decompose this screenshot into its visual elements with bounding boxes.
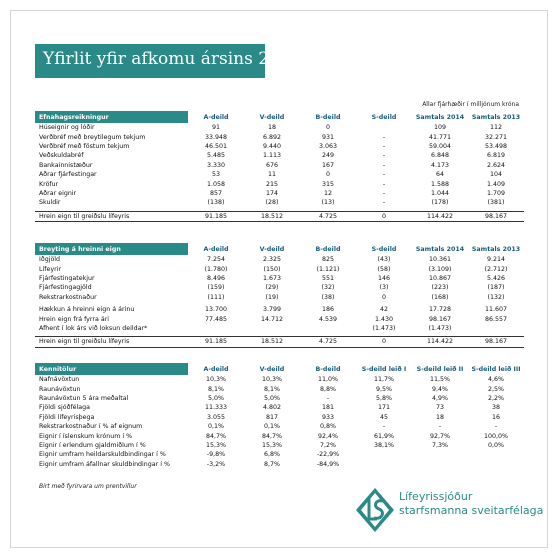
table-row	[35, 274, 524, 283]
cell-value: 8,7%	[264, 460, 280, 468]
cell-value: 91.185	[188, 337, 244, 347]
cell-value: 73	[435, 404, 444, 412]
cell-value: 5,0%	[264, 394, 280, 402]
units-note: Allar fjárhæðir í milljónum króna	[422, 101, 519, 108]
table-row	[35, 179, 524, 188]
table-row	[35, 132, 524, 141]
table-row	[35, 170, 524, 179]
column-header: S-deild leið III	[468, 363, 524, 375]
cell-value: 10,3%	[261, 376, 282, 384]
cell-value: 5,0%	[208, 394, 224, 402]
row-label: Verðbréf með föstum tekjum	[39, 142, 130, 150]
row-label: Skuldir	[39, 199, 61, 207]
column-header: B-deild	[300, 363, 356, 375]
cell-value: (159)	[207, 284, 225, 292]
cell-value: 1.430	[374, 315, 394, 323]
cell-value: 18	[267, 124, 276, 132]
cell-value: 9,5%	[376, 385, 392, 393]
cell-value: 64	[435, 171, 444, 179]
balance-sheet-table	[35, 111, 524, 222]
table-row	[35, 161, 524, 170]
cell-value: -	[382, 423, 386, 431]
row-label: Rekstrarkostnaður	[39, 293, 97, 301]
cell-value: (38)	[321, 293, 335, 301]
cell-value: (138)	[207, 199, 225, 207]
cell-value: 6,8%	[264, 451, 280, 459]
cell-value: (1.780)	[204, 265, 228, 273]
cell-value: 91	[211, 124, 220, 132]
cell-value: (1.473)	[428, 324, 452, 332]
table-row	[35, 422, 524, 431]
row-label: Húseignir og lóðir	[39, 124, 95, 132]
cell-value: 1.588	[430, 180, 450, 188]
cell-value: 171	[377, 404, 391, 412]
cell-value: -	[382, 171, 386, 179]
cell-value: 98.167	[428, 315, 452, 323]
cell-value: (381)	[487, 199, 505, 207]
table-row	[35, 255, 524, 264]
cell-value: 6.819	[486, 152, 506, 160]
cell-value: (19)	[265, 293, 279, 301]
table-row	[35, 324, 524, 333]
cell-value: 61,9%	[373, 432, 394, 440]
cell-value: 0,1%	[208, 423, 224, 431]
cell-value: 11.607	[484, 306, 508, 314]
cell-value: 18	[435, 413, 444, 421]
cell-value: 857	[209, 189, 223, 197]
cell-value: 10.361	[428, 256, 452, 264]
cell-value: 9.214	[486, 256, 506, 264]
cell-value: (168)	[431, 293, 449, 301]
total-row	[35, 337, 524, 347]
column-header: A-deild	[188, 363, 244, 375]
cell-value: 931	[321, 133, 335, 141]
cell-value: (29)	[265, 284, 279, 292]
cell-value: (13)	[321, 199, 335, 207]
cell-value: 32.271	[484, 133, 508, 141]
cell-value: -	[382, 161, 386, 169]
cell-value	[412, 450, 468, 459]
cell-value: 8,1%	[264, 385, 280, 393]
cell-value: -9,8%	[206, 451, 226, 459]
table-row	[35, 189, 524, 198]
cell-value: 181	[321, 404, 335, 412]
cell-value: 215	[265, 180, 279, 188]
row-label: Kröfur	[39, 180, 59, 188]
column-header: V-deild	[244, 363, 300, 375]
row-label: Hækkun á hreinni eign á árinu	[39, 306, 135, 314]
row-label: Raunávöxtun 5 ára meðaltal	[39, 394, 129, 402]
cell-value	[300, 324, 356, 333]
table-row	[35, 403, 524, 412]
cell-value: 4,9%	[432, 394, 448, 402]
cell-value: 92,4%	[317, 432, 338, 440]
cell-value: 112	[489, 124, 503, 132]
cell-value: 11,5%	[429, 376, 450, 384]
cell-value: 8.496	[206, 274, 226, 282]
cell-value: 15,3%	[261, 441, 282, 449]
column-header: S-deild leið II	[412, 363, 468, 375]
cell-value: (187)	[487, 284, 505, 292]
cell-value: 84,7%	[205, 432, 226, 440]
cell-value: 9,4%	[432, 385, 448, 393]
cell-value: 1.044	[430, 189, 450, 197]
cell-value: 109	[433, 124, 447, 132]
section-title: Breyting á hreinni eign	[35, 243, 188, 255]
disclaimer-note: Birt með fyrirvara um prentvillur	[39, 483, 137, 490]
cell-value: 2,5%	[488, 385, 504, 393]
cell-value: -	[382, 199, 386, 207]
table-row	[35, 375, 524, 384]
table-row	[35, 142, 524, 151]
cell-value: 0,0%	[488, 441, 504, 449]
table-row	[35, 384, 524, 393]
cell-value: 98.167	[468, 337, 524, 347]
cell-value	[468, 450, 524, 459]
cell-value: 0	[325, 124, 330, 132]
row-label: Verðbréf með breytilegum tekjum	[39, 133, 146, 141]
cell-value: 1.709	[486, 189, 506, 197]
cell-value	[356, 460, 412, 469]
cell-value	[356, 450, 412, 459]
fund-logo-icon	[355, 487, 395, 533]
cell-value: (132)	[487, 293, 505, 301]
fund-name	[399, 490, 543, 518]
cell-value	[244, 324, 300, 333]
cell-value: 17.728	[428, 306, 452, 314]
cell-value: -	[326, 394, 330, 402]
table-row	[35, 450, 524, 459]
column-header: A-deild	[188, 243, 244, 255]
cell-value: 2.325	[262, 256, 282, 264]
cell-value: 1.409	[486, 180, 506, 188]
cell-value: (3.109)	[428, 265, 452, 273]
cell-value: 676	[265, 161, 279, 169]
table-row	[35, 123, 524, 132]
row-label: Fjárfestingatekjur	[39, 274, 95, 282]
cell-value: 84,7%	[261, 432, 282, 440]
column-header: S-deild	[356, 111, 412, 123]
cell-value: 10,3%	[205, 376, 226, 384]
column-header: Samtals 2013	[468, 111, 524, 123]
page-title: Yfirlit yfir afkomu ársins 2015	[43, 49, 302, 69]
column-header: A-deild	[188, 111, 244, 123]
cell-value: 8,1%	[208, 385, 224, 393]
total-row	[35, 211, 524, 221]
column-header: Samtals 2014	[412, 243, 468, 255]
cell-value: 551	[321, 274, 335, 282]
cell-value: 3.330	[206, 161, 226, 169]
cell-value: 0,1%	[264, 423, 280, 431]
cell-value: 4.725	[300, 211, 356, 221]
column-header: B-deild	[300, 111, 356, 123]
cell-value: 12	[323, 189, 332, 197]
cell-value: 817	[265, 413, 279, 421]
cell-value: 1.058	[206, 180, 226, 188]
cell-value: 45	[379, 413, 388, 421]
cell-value: 4.173	[430, 161, 450, 169]
row-label: Raunávöxtun	[39, 385, 81, 393]
table-row	[35, 431, 524, 440]
cell-value: 146	[377, 274, 391, 282]
table-row	[35, 305, 524, 314]
cell-value: 2,2%	[488, 394, 504, 402]
cell-value: 59.004	[428, 142, 452, 150]
cell-value: 104	[489, 171, 503, 179]
cell-value: (3)	[379, 284, 389, 292]
column-header: B-deild	[300, 243, 356, 255]
cell-value: 2.624	[486, 161, 506, 169]
cell-value: 4.802	[262, 404, 282, 412]
cell-value: 0,8%	[320, 423, 336, 431]
table-row	[35, 314, 524, 323]
cell-value: 933	[321, 413, 335, 421]
row-label: Iðgjöld	[39, 256, 61, 264]
cell-value: 5.485	[206, 152, 226, 160]
cell-value: (32)	[321, 284, 335, 292]
fund-name-line2: starfsmanna sveitarfélaga	[399, 504, 544, 517]
column-header: Samtals 2013	[468, 243, 524, 255]
cell-value: 9.440	[262, 142, 282, 150]
cell-value: 13.700	[204, 306, 228, 314]
row-label: Lífeyrir	[39, 265, 62, 273]
row-label: Eignir í erlendum gjaldmiðlum í %	[39, 441, 146, 449]
cell-value: 18.512	[244, 211, 300, 221]
cell-value: (1.473)	[372, 324, 396, 332]
table-row	[35, 441, 524, 450]
row-label: Hrein eign til greiðslu lífeyris	[35, 337, 188, 347]
cell-value: 0	[356, 211, 412, 221]
cell-value: 0	[325, 171, 330, 179]
cell-value: 46.501	[204, 142, 228, 150]
cell-value: 7,3%	[432, 441, 448, 449]
cell-value	[188, 324, 244, 333]
cell-value: 3.799	[262, 306, 282, 314]
cell-value: 42	[379, 306, 388, 314]
cell-value: 4.539	[318, 315, 338, 323]
cell-value: 6.848	[430, 152, 450, 160]
cell-value	[412, 460, 468, 469]
cell-value: 100,0%	[483, 432, 508, 440]
cell-value: 4.725	[300, 337, 356, 347]
cell-value	[356, 123, 412, 132]
row-label: Fjárfestingagjöld	[39, 284, 92, 292]
cell-value: 114.422	[412, 337, 468, 347]
cell-value: 0	[356, 337, 412, 347]
column-header: S-deild	[356, 243, 412, 255]
cell-value: (43)	[377, 256, 391, 264]
table-row	[35, 413, 524, 422]
cell-value: 16	[491, 413, 500, 421]
column-header: S-deild leið I	[356, 363, 412, 375]
cell-value: 18.512	[244, 337, 300, 347]
cell-value	[468, 324, 524, 333]
title-bar	[35, 44, 302, 78]
row-label: Nafnávöxtun	[39, 376, 80, 384]
section-title: Efnahagsreikningur	[35, 111, 188, 123]
row-label: Eignir umfram áfallnar skuldbindingar í %	[39, 460, 170, 468]
row-label: Rekstrarkostnaður í % af eignum	[39, 423, 143, 431]
cell-value: 0	[381, 293, 386, 301]
row-label: Veðskuldabréf	[39, 152, 84, 160]
fund-name-line1: Lífeyrissjóður	[399, 490, 473, 503]
cell-value: 86.557	[484, 315, 508, 323]
cell-value: 114.422	[412, 211, 468, 221]
cell-value: 4,6%	[488, 376, 504, 384]
key-figures-table	[35, 363, 524, 469]
cell-value: (150)	[263, 265, 281, 273]
cell-value	[468, 460, 524, 469]
cell-value: 5.426	[486, 274, 506, 282]
cell-value: 3.063	[318, 142, 338, 150]
cell-value: 1.113	[262, 152, 282, 160]
row-label: Fjöldi sjóðfélaga	[39, 404, 91, 412]
cell-value: 11	[267, 171, 276, 179]
cell-value: 11,0%	[317, 376, 338, 384]
cell-value: 174	[265, 189, 279, 197]
row-label: Aðrar fjárfestingar	[39, 171, 97, 179]
cell-value: 6.892	[262, 133, 282, 141]
table-row	[35, 293, 524, 302]
column-header: V-deild	[244, 243, 300, 255]
cell-value: 53.498	[484, 142, 508, 150]
row-label: Hrein eign til greiðslu lífeyris	[35, 211, 188, 221]
cell-value: -	[382, 152, 386, 160]
cell-value: 167	[321, 161, 335, 169]
table-row	[35, 283, 524, 292]
row-label: Fjöldi lífeyrisþega	[39, 413, 95, 421]
net-assets-change-table	[35, 243, 524, 348]
table-row	[35, 151, 524, 160]
cell-value: (28)	[265, 199, 279, 207]
cell-value: 5,8%	[376, 394, 392, 402]
cell-value: -	[438, 423, 442, 431]
cell-value: (1.121)	[316, 265, 340, 273]
cell-value: (58)	[377, 265, 391, 273]
row-label: Eignir í íslenskum krónum í %	[39, 432, 133, 440]
cell-value: 91.185	[188, 211, 244, 221]
row-label: Hrein eign frá fyrra ári	[39, 315, 110, 323]
table-row	[35, 460, 524, 469]
cell-value: 11.333	[204, 404, 228, 412]
cell-value: (223)	[431, 284, 449, 292]
cell-value: 1.673	[262, 274, 282, 282]
cell-value: -22,9%	[316, 451, 340, 459]
cell-value: 77.485	[204, 315, 228, 323]
column-header: Samtals 2014	[412, 111, 468, 123]
cell-value: 8,8%	[320, 385, 336, 393]
cell-value: 7.254	[206, 256, 226, 264]
cell-value: 41.771	[428, 133, 452, 141]
row-label: Eignir umfram heildarskuldbindingar í %	[39, 451, 166, 459]
cell-value: -	[382, 142, 386, 150]
table-row	[35, 198, 524, 207]
cell-value: (178)	[431, 199, 449, 207]
cell-value: -3,2%	[206, 460, 226, 468]
column-header: V-deild	[244, 111, 300, 123]
cell-value: 10.867	[428, 274, 452, 282]
cell-value: (2.712)	[484, 265, 508, 273]
cell-value: 92,7%	[429, 432, 450, 440]
cell-value: 15,3%	[205, 441, 226, 449]
cell-value: 38,1%	[373, 441, 394, 449]
table-row	[35, 264, 524, 273]
cell-value: 53	[211, 171, 220, 179]
section-title: Kennitölur	[35, 363, 188, 375]
report-page	[10, 10, 548, 548]
cell-value: 3.055	[206, 413, 226, 421]
cell-value: -	[382, 180, 386, 188]
cell-value: 98.167	[468, 211, 524, 221]
cell-value: 14.712	[260, 315, 284, 323]
row-label: Aðrar eignir	[39, 189, 77, 197]
cell-value: -	[382, 133, 386, 141]
row-label: Bankainnistæður	[39, 161, 93, 169]
cell-value: -	[382, 189, 386, 197]
table-row	[35, 394, 524, 403]
cell-value: 825	[321, 256, 335, 264]
cell-value: -	[494, 423, 498, 431]
row-label: Afhent í lok árs við loksun deildar*	[39, 324, 148, 332]
cell-value: 7,2%	[320, 441, 336, 449]
cell-value: 38	[491, 404, 500, 412]
cell-value: 249	[321, 152, 335, 160]
cell-value: (111)	[207, 293, 225, 301]
cell-value: 186	[321, 306, 335, 314]
cell-value: 33.948	[204, 133, 228, 141]
cell-value: -84,9%	[316, 460, 340, 468]
cell-value: 315	[321, 180, 335, 188]
cell-value: 11,7%	[373, 376, 394, 384]
